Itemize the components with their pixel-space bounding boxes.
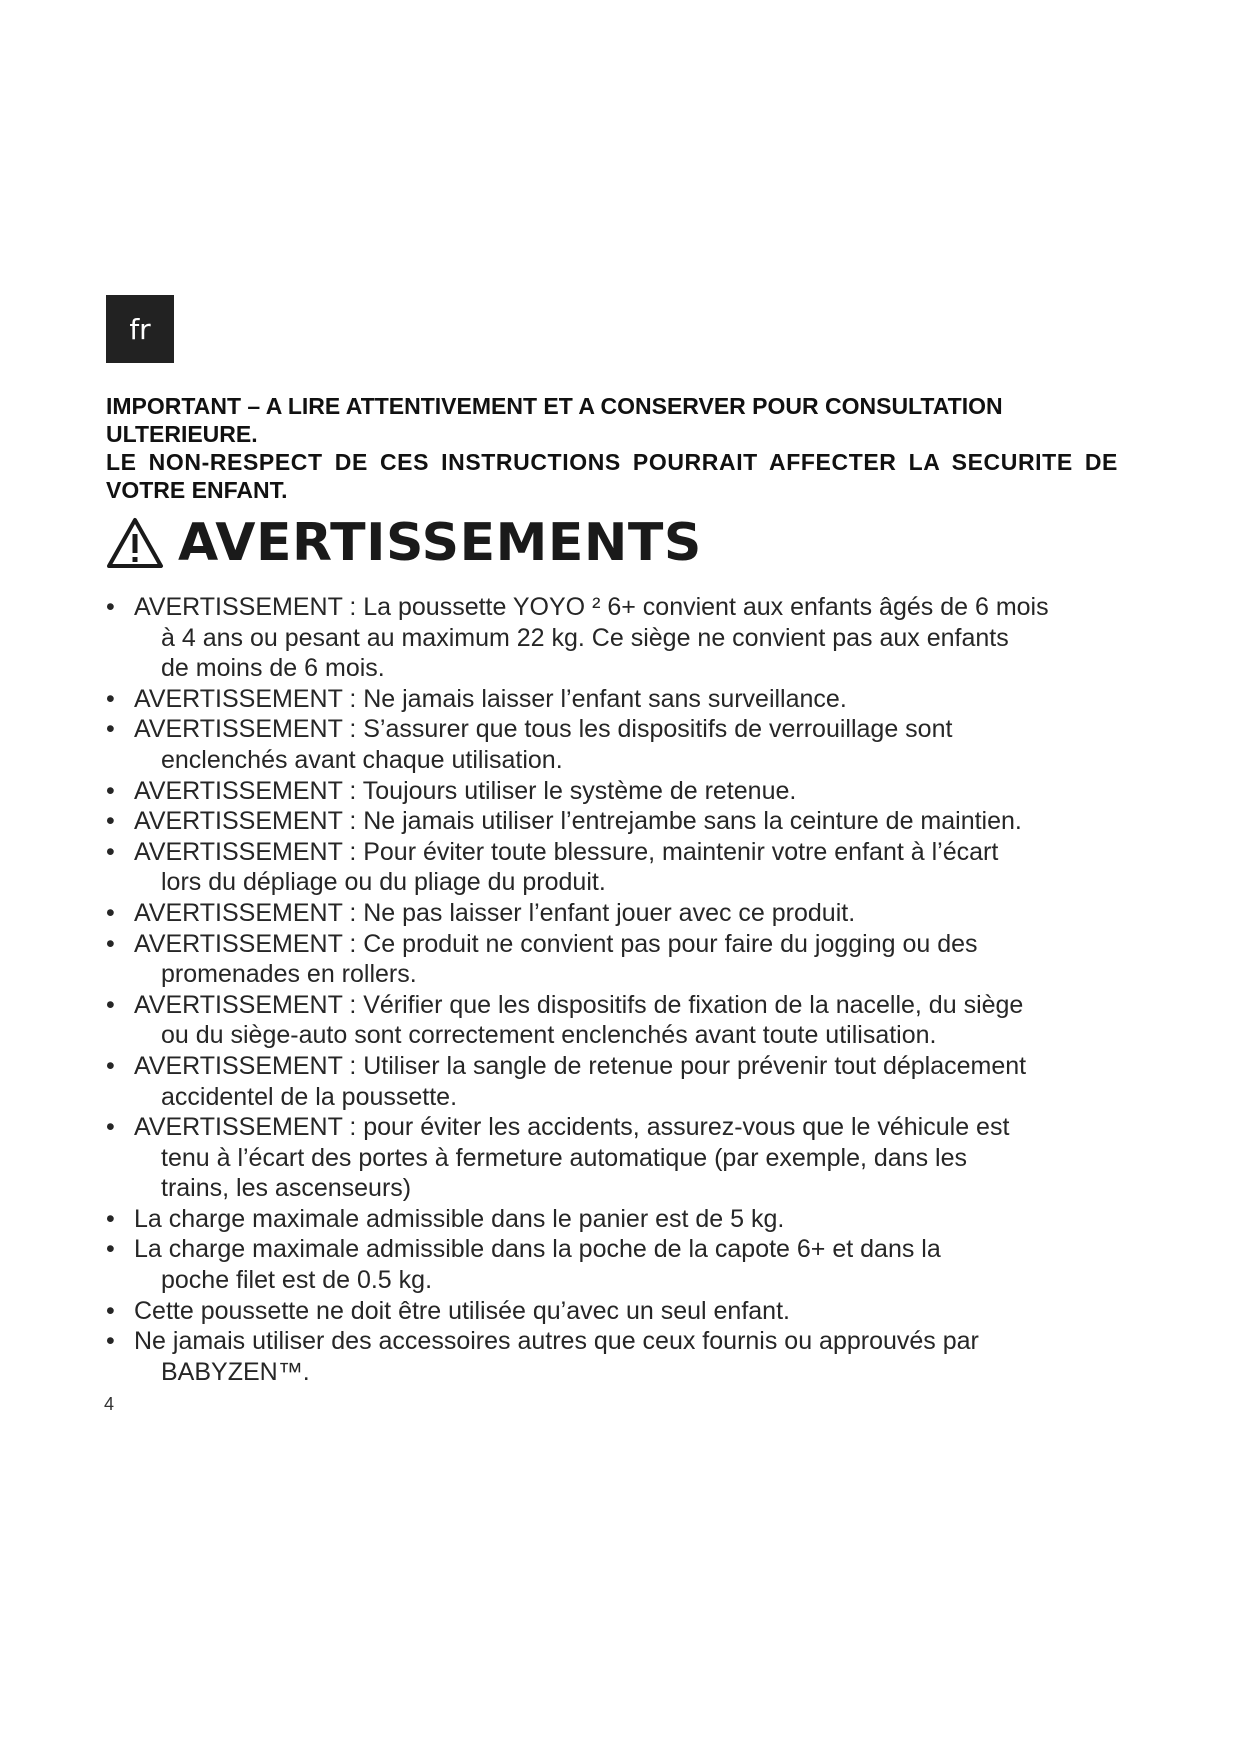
warning-text-continued: poche filet est de 0.5 kg. <box>161 1266 433 1295</box>
warnings-list <box>106 592 1126 1387</box>
bullet: • <box>106 1204 115 1233</box>
bullet: • <box>106 929 115 958</box>
warning-text: La charge maximale admissible dans la poche de la capote 6+ et dans la <box>134 1235 941 1264</box>
warning-text: La charge maximale admissible dans le panier est de 5 kg. <box>134 1204 785 1233</box>
warning-text: Ne jamais utiliser des accessoires autres que ceux fournis ou approuvés par <box>134 1327 979 1356</box>
warning-text: AVERTISSEMENT : Ne jamais laisser l’enfant sans surveillance. <box>134 684 847 713</box>
bullet: • <box>106 807 115 836</box>
list-item <box>106 592 1126 684</box>
list-item <box>106 990 1126 1051</box>
warning-text: AVERTISSEMENT : Pour éviter toute blessure, maintenir votre enfant à l’écart <box>134 837 999 866</box>
warning-text-continued: de moins de 6 mois. <box>161 654 385 683</box>
list-item <box>106 714 1126 775</box>
warning-text-continued: enclenchés avant chaque utilisation. <box>161 745 563 774</box>
list-item <box>106 1326 1126 1387</box>
warning-text-continued: BABYZEN™. <box>161 1357 310 1386</box>
warning-text: AVERTISSEMENT : Ne pas laisser l’enfant jouer avec ce produit. <box>134 898 856 927</box>
page-number: 4 <box>104 1394 115 1414</box>
list-item <box>106 806 1126 837</box>
important-line-3: VOTRE ENFANT. <box>106 477 288 503</box>
warning-text-continued: promenades en rollers. <box>161 960 417 989</box>
bullet: • <box>106 990 115 1019</box>
warning-triangle-icon <box>106 516 164 570</box>
list-item <box>106 1296 1126 1327</box>
bullet: • <box>106 593 115 621</box>
warning-text: Cette poussette ne doit être utilisée qu’avec un seul enfant. <box>134 1296 790 1325</box>
list-item <box>106 898 1126 929</box>
warnings-heading <box>106 510 702 576</box>
warning-text: AVERTISSEMENT : pour éviter les accidents, assurez-vous que le véhicule est <box>134 1113 1010 1142</box>
warning-text: AVERTISSEMENT : Toujours utiliser le système de retenue. <box>134 776 797 805</box>
warning-text: AVERTISSEMENT : Utiliser la sangle de retenue pour prévenir tout déplacement <box>134 1051 1027 1080</box>
warning-text-continued: accidentel de la poussette. <box>161 1082 458 1111</box>
language-badge <box>106 295 174 363</box>
warning-text: AVERTISSEMENT : Ne jamais utiliser l’entrejambe sans la ceinture de maintien. <box>134 807 1022 836</box>
bullet: • <box>106 1327 115 1356</box>
bullet: • <box>106 1113 115 1142</box>
bullet: • <box>106 715 115 744</box>
warning-text-continued: à 4 ans ou pesant au maximum 22 kg. Ce siège ne convient pas aux enfants <box>161 623 1009 652</box>
bullet: • <box>106 1051 115 1080</box>
bullet: • <box>106 684 115 713</box>
list-item <box>106 837 1126 898</box>
important-line-2: LE NON-RESPECT DE CES INSTRUCTIONS POURRAIT AFFECTER LA SECURITE DE <box>106 449 1118 475</box>
list-item <box>106 776 1126 807</box>
list-item <box>106 684 1126 715</box>
warning-text-continued: ou du siège-auto sont correctement enclenchés avant toute utilisation. <box>161 1021 937 1050</box>
bullet: • <box>106 1296 115 1325</box>
warning-text: AVERTISSEMENT : Vérifier que les dispositifs de fixation de la nacelle, du siège <box>134 990 1024 1019</box>
list-item <box>106 1112 1126 1204</box>
list-item <box>106 1234 1126 1295</box>
important-line-1: IMPORTANT – A LIRE ATTENTIVEMENT ET A CONSERVER POUR CONSULTATION ULTERIEURE. <box>106 393 1003 447</box>
list-item <box>106 929 1126 990</box>
bullet: • <box>106 1235 115 1264</box>
warning-text-continued: lors du dépliage ou du pliage du produit. <box>161 868 606 897</box>
list-item <box>106 1204 1126 1235</box>
bullet: • <box>106 898 115 927</box>
warning-text: AVERTISSEMENT : La poussette YOYO ² 6+ convient aux enfants âgés de 6 mois <box>134 593 1049 621</box>
warning-text: AVERTISSEMENT : S’assurer que tous les dispositifs de verrouillage sont <box>134 715 953 744</box>
important-notice <box>106 392 1118 504</box>
bullet: • <box>106 837 115 866</box>
list-item <box>106 1051 1126 1112</box>
warning-text-continued: tenu à l’écart des portes à fermeture automatique (par exemple, dans les <box>161 1143 967 1172</box>
language-badge-label: fr <box>129 312 151 346</box>
warnings-title: AVERTISSEMENTS <box>178 513 702 573</box>
warning-text-continued: trains, les ascenseurs) <box>161 1174 412 1203</box>
bullet: • <box>106 776 115 805</box>
warning-text: AVERTISSEMENT : Ce produit ne convient pas pour faire du jogging ou des <box>134 929 978 958</box>
